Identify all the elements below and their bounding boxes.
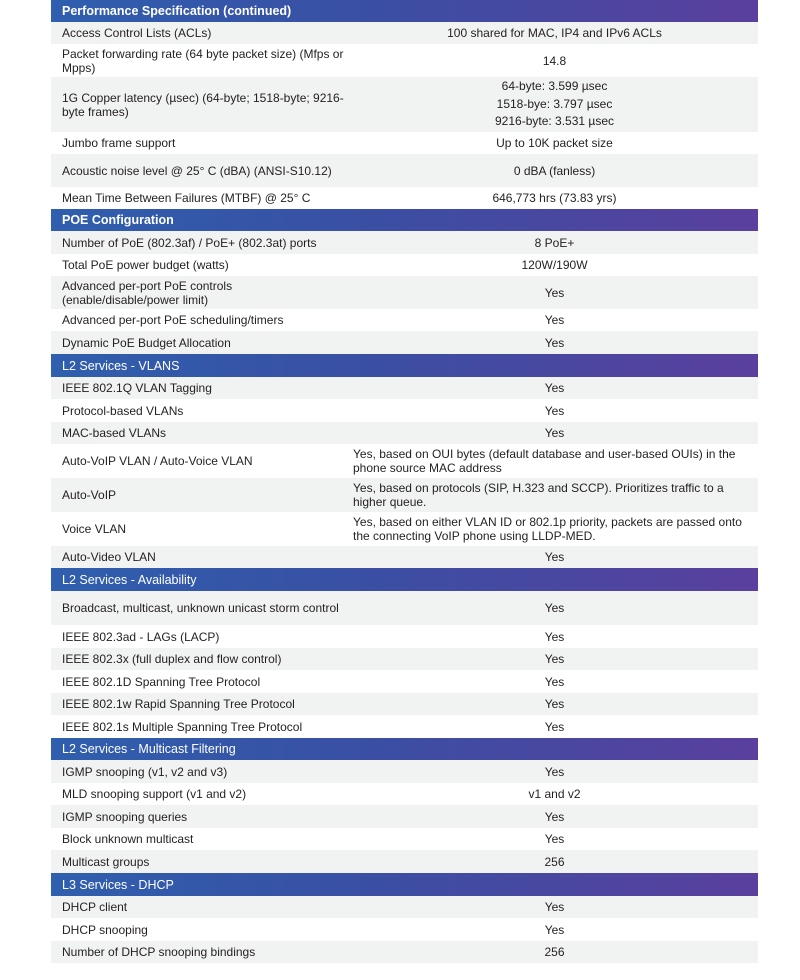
spec-row	[51, 760, 758, 783]
spec-value	[351, 923, 758, 937]
spec-row	[51, 132, 758, 154]
spec-value	[351, 675, 758, 689]
spec-label: IGMP snooping queries	[62, 809, 188, 824]
spec-row	[51, 715, 758, 738]
spec-value	[351, 481, 758, 509]
section-header: POE Configuration	[51, 209, 758, 231]
spec-row	[51, 896, 758, 918]
spec-row	[51, 693, 758, 715]
spec-row	[51, 828, 758, 850]
spec-value	[351, 78, 758, 131]
spec-value-line: Yes	[544, 832, 565, 846]
spec-label: 1G Copper latency (µsec) (64-byte; 1518-byte; 9216-byte frames)	[62, 90, 344, 119]
spec-label: DHCP client	[62, 900, 128, 914]
spec-row	[51, 187, 758, 209]
spec-value-line: 120W/190W	[521, 258, 588, 272]
spec-value-line: Yes	[544, 652, 565, 666]
spec-row	[51, 918, 758, 941]
spec-row	[51, 276, 758, 309]
spec-row	[51, 422, 758, 444]
spec-label: IEEE 802.1w Rapid Spanning Tree Protocol	[62, 697, 295, 711]
spec-value	[351, 336, 758, 350]
spec-row	[51, 805, 758, 828]
spec-label: Advanced per-port PoE scheduling/timers	[62, 313, 284, 327]
spec-label: Access Control Lists (ACLs)	[62, 26, 212, 40]
spec-label: IEEE 802.3x (full duplex and flow control)	[62, 652, 282, 666]
spec-value	[351, 447, 758, 475]
spec-label: MLD snooping support (v1 and v2)	[62, 787, 247, 801]
spec-row	[51, 254, 758, 276]
spec-table	[51, 0, 758, 963]
spec-value	[351, 945, 758, 959]
spec-value	[351, 26, 758, 40]
spec-value-line: Yes	[544, 403, 565, 418]
spec-label: Auto-Video VLAN	[62, 550, 156, 564]
spec-value-line: 0 dBA (fanless)	[513, 163, 596, 178]
spec-value-line: Yes, based on protocols (SIP, H.323 and SCCP). Prioritizes traffic to a higher queue.	[353, 481, 724, 509]
spec-label: Acoustic noise level @ 25° C (dBA) (ANSI-S10.12)	[62, 163, 332, 178]
spec-row	[51, 77, 758, 132]
spec-row	[51, 546, 758, 568]
spec-row	[51, 783, 758, 805]
spec-value-line: Yes	[544, 922, 565, 937]
spec-row	[51, 648, 758, 670]
spec-label: IEEE 802.3ad - LAGs (LACP)	[62, 629, 220, 644]
spec-value	[351, 381, 758, 395]
spec-value-line: 256	[544, 945, 565, 959]
spec-value-line: Yes	[544, 285, 565, 300]
spec-label: DHCP snooping	[62, 922, 148, 937]
spec-value	[351, 900, 758, 914]
spec-value-line: 1518-bye: 3.797 µsec	[496, 96, 613, 111]
spec-value	[351, 720, 758, 734]
section-header: L2 Services - VLANS	[51, 354, 758, 377]
spec-row	[51, 22, 758, 44]
spec-value-line: 64-byte: 3.599 µsec	[501, 79, 608, 94]
spec-value-line: Yes	[544, 313, 565, 327]
spec-value-line: Yes	[544, 335, 565, 350]
spec-value-line: Yes	[544, 426, 565, 440]
spec-value	[351, 191, 758, 205]
spec-value-line: 9216-byte: 3.531 µsec	[495, 114, 614, 129]
spec-value-line: Yes	[544, 900, 565, 914]
spec-value-line: Yes	[544, 550, 565, 564]
spec-row	[51, 444, 758, 478]
spec-value-line: Yes, based on either VLAN ID or 802.1p priority, packets are passed onto the connecting VoIP phone using LLDP-MED.	[353, 515, 742, 543]
spec-label: Dynamic PoE Budget Allocation	[62, 335, 231, 350]
spec-value	[351, 832, 758, 846]
spec-row	[51, 44, 758, 77]
spec-row	[51, 850, 758, 873]
spec-value-line: Yes	[544, 629, 565, 644]
spec-value	[351, 54, 758, 68]
spec-value	[351, 286, 758, 300]
spec-label: Total PoE power budget (watts)	[62, 258, 229, 272]
spec-value	[351, 258, 758, 272]
spec-label: IEEE 802.1D Spanning Tree Protocol	[62, 674, 261, 689]
spec-label: Multicast groups	[62, 854, 150, 869]
spec-row	[51, 591, 758, 625]
spec-value	[351, 313, 758, 327]
spec-label: Protocol-based VLANs	[62, 403, 184, 418]
spec-value	[351, 601, 758, 615]
spec-value-line: 14.8	[542, 53, 567, 68]
spec-value	[351, 426, 758, 440]
section-header: Performance Specification (continued)	[51, 0, 758, 22]
spec-row	[51, 309, 758, 331]
spec-value	[351, 810, 758, 824]
spec-label: IEEE 802.1s Multiple Spanning Tree Protocol	[62, 719, 303, 734]
spec-label: Auto-VoIP VLAN / Auto-Voice VLAN	[62, 454, 253, 468]
spec-label: Broadcast, multicast, unknown unicast storm control	[62, 601, 339, 615]
spec-row	[51, 625, 758, 648]
spec-label: Number of DHCP snooping bindings	[62, 945, 256, 959]
spec-label: IGMP snooping (v1, v2 and v3)	[62, 764, 228, 779]
spec-label: Mean Time Between Failures (MTBF) @ 25° C	[62, 191, 311, 205]
spec-row	[51, 331, 758, 354]
spec-value	[351, 787, 758, 801]
spec-value	[351, 136, 758, 150]
spec-value	[351, 404, 758, 418]
spec-label: Advanced per-port PoE controls (enable/disable/power limit)	[62, 278, 233, 307]
spec-value-line: Yes	[544, 674, 565, 689]
spec-value	[351, 236, 758, 250]
section-header: L3 Services - DHCP	[51, 873, 758, 896]
spec-row	[51, 231, 758, 254]
spec-value-line: 256	[544, 854, 565, 869]
spec-row	[51, 399, 758, 422]
spec-label: Block unknown multicast	[62, 832, 194, 846]
spec-value	[351, 697, 758, 711]
spec-row	[51, 941, 758, 963]
spec-label: IEEE 802.1Q VLAN Tagging	[62, 381, 212, 395]
spec-value-line: Yes	[544, 381, 565, 395]
spec-row	[51, 670, 758, 693]
spec-value-line: 646,773 hrs (73.83 yrs)	[492, 191, 617, 205]
spec-row	[51, 512, 758, 546]
spec-row	[51, 154, 758, 187]
spec-value-line: v1 and v2	[528, 787, 581, 801]
spec-value-line: Yes	[544, 601, 565, 615]
spec-value	[351, 164, 758, 178]
spec-label: MAC-based VLANs	[62, 426, 167, 440]
spec-value-line: 8 PoE+	[534, 235, 575, 250]
spec-value-line: Yes	[544, 764, 565, 779]
spec-value	[351, 855, 758, 869]
spec-value-line: 100 shared for MAC, IP4 and IPv6 ACLs	[447, 26, 662, 40]
spec-value	[351, 515, 758, 543]
section-header: L2 Services - Multicast Filtering	[51, 738, 758, 760]
spec-value-line: Yes	[544, 697, 565, 711]
spec-value-line: Yes	[544, 719, 565, 734]
spec-value-line: Up to 10K packet size	[496, 136, 613, 150]
spec-label: Voice VLAN	[62, 522, 127, 536]
section-header: L2 Services - Availability	[51, 568, 758, 591]
spec-value-line: Yes, based on OUI bytes (default database and user-based OUIs) in the phone source MAC address	[353, 447, 736, 475]
spec-label: Auto-VoIP	[62, 488, 117, 502]
spec-value	[351, 550, 758, 564]
spec-value	[351, 630, 758, 644]
spec-row	[51, 377, 758, 399]
spec-value	[351, 765, 758, 779]
spec-label: Number of PoE (802.3af) / PoE+ (802.3at) ports	[62, 235, 317, 250]
spec-value-line: Yes	[544, 809, 565, 824]
spec-label: Jumbo frame support	[62, 136, 176, 150]
spec-value	[351, 652, 758, 666]
spec-label: Packet forwarding rate (64 byte packet size) (Mfps or Mpps)	[62, 46, 344, 75]
spec-row	[51, 478, 758, 512]
